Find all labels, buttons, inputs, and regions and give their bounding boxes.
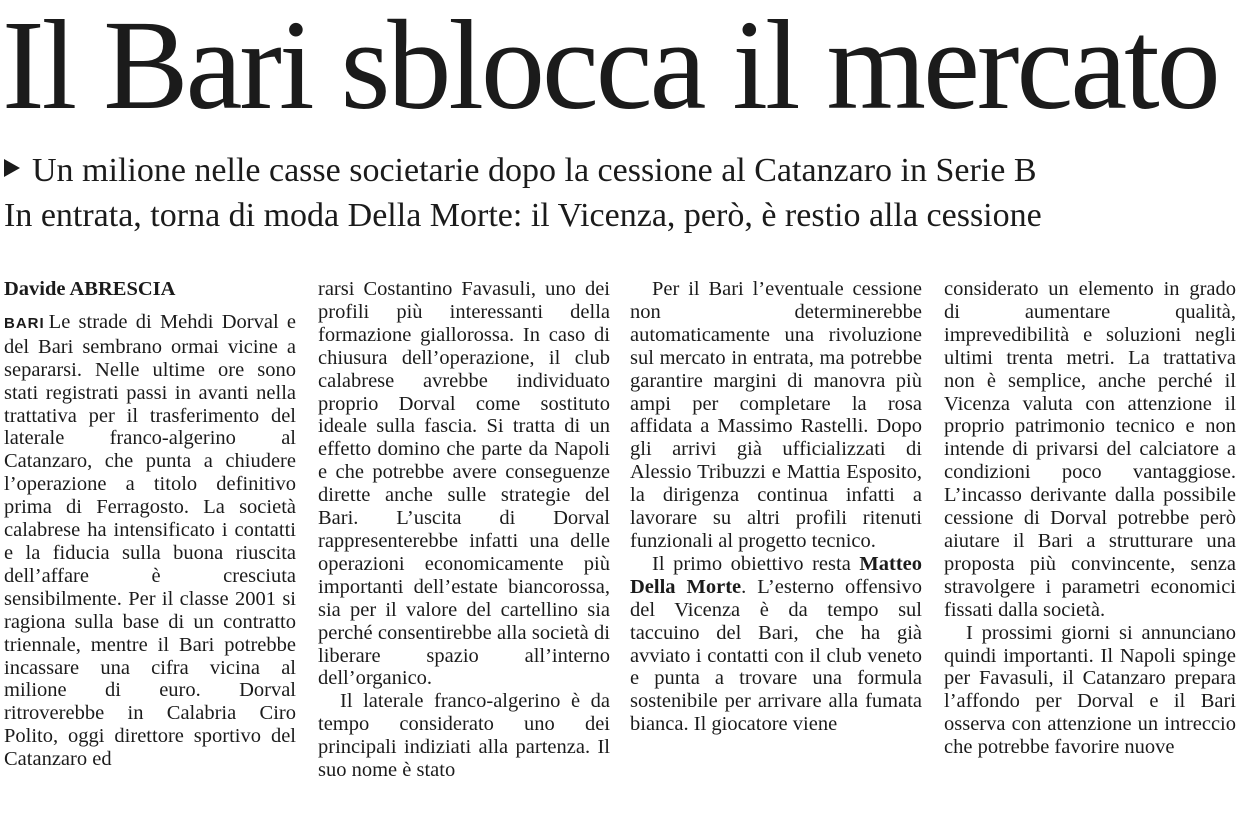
paragraph-text: Il primo obiettivo resta	[652, 552, 851, 575]
article-column-4	[944, 278, 1236, 759]
byline: Davide ABRESCIA	[4, 278, 176, 300]
paragraph: Il laterale franco-algerino è da tempo considerato uno dei principali indiziati alla partenza. Il suo nome è stato	[318, 690, 610, 782]
paragraph: rarsi Costantino Favasuli, uno dei profili più interessanti della formazione giallorossa. In caso di chiusura dell’operazione, il club calabrese avrebbe individuato proprio Dorval come sostituto ideale sulla fascia. Si tratta di un effetto domino che parte da Napoli e che potrebbe avere conseguenze dirette anche sulle strategie del Bari. L’uscita di Dorval rappresenterebbe infatti una delle operazioni economicamente più importanti dell’estate biancorossa, sia per il valore del cartellino sia perché consentirebbe alla società di liberare spazio all’interno dell’organico.	[318, 278, 610, 690]
dateline: BARI	[4, 314, 45, 332]
article-column-1	[4, 278, 296, 771]
paragraph	[4, 311, 296, 771]
headline: Il Bari sblocca il mercato	[2, 0, 1218, 136]
paragraph: I prossimi giorni si annunciano quindi importanti. Il Napoli spinge per Favasuli, il Catanzaro prepara l’affondo per Dorval e il Bari osserva con attenzione un intreccio che potrebbe favorire nuove	[944, 621, 1236, 759]
paragraph-text: Le strade di Mehdi Dorval e del Bari sembrano ormai vicine a separarsi. Nelle ultime ore sono stati registrati passi in avanti nella trattativa per il trasferimento del laterale franco-algerino al Catanzaro, che punta a chiudere l’operazione a titolo definitivo prima di Ferragosto. La società calabrese ha intensificato i contatti e la fiducia sulla buona riuscita dell’affare è cresciuta sensibilmente. Per il classe 2001 si ragiona sulla base di un contratto triennale, mentre il Bari potrebbe incassare una cifra vicina al milione di euro. Dorval ritroverebbe in Calabria Ciro Polito, oggi direttore sportivo del Catanzaro ed	[4, 310, 296, 771]
player-name-bold: Matteo Della Morte	[630, 552, 922, 598]
triangle-bullet-icon	[4, 159, 20, 177]
article-column-3	[630, 278, 922, 736]
subheadline-line-2: In entrata, torna di moda Della Morte: il Vicenza, però, è restio alla cessione	[4, 197, 1042, 234]
paragraph-text: . L’esterno offensivo del Vicenza è da tempo sul taccuino del Bari, che ha già avviato i contatti con il club veneto e punta a trovare una formula sostenibile per arrivare alla fumata bianca. Il giocatore viene	[630, 575, 922, 736]
subheadline-text-1: Un milione nelle casse societarie dopo la cessione al Catanzaro in Serie B	[32, 152, 1037, 189]
article-column-2	[318, 278, 610, 782]
paragraph: Per il Bari l’eventuale cessione non determinerebbe automaticamente una rivoluzione sul mercato in entrata, ma potrebbe garantire margini di manovra più ampi per completare la rosa affidata a Massimo Rastelli. Dopo gli arrivi già ufficializzati di Alessio Tribuzzi e Mattia Esposito, la dirigenza continua infatti a lavorare su altri profili ritenuti funzionali al progetto tecnico.	[630, 278, 922, 552]
paragraph	[630, 553, 922, 736]
subheadline-line-1	[4, 150, 1237, 192]
paragraph: considerato un elemento in grado di aumentare qualità, imprevedibilità e soluzioni negli ultimi trenta metri. La trattativa non è semplice, anche perché il Vicenza valuta con attenzione il proprio patrimonio tecnico e non intende di privarsi del calciatore a condizioni poco vantaggiose. L’incasso derivante dalla possibile cessione di Dorval potrebbe però aiutare il Bari a strutturare una proposta più convincente, senza stravolgere i parametri economici fissati dalla società.	[944, 278, 1236, 621]
